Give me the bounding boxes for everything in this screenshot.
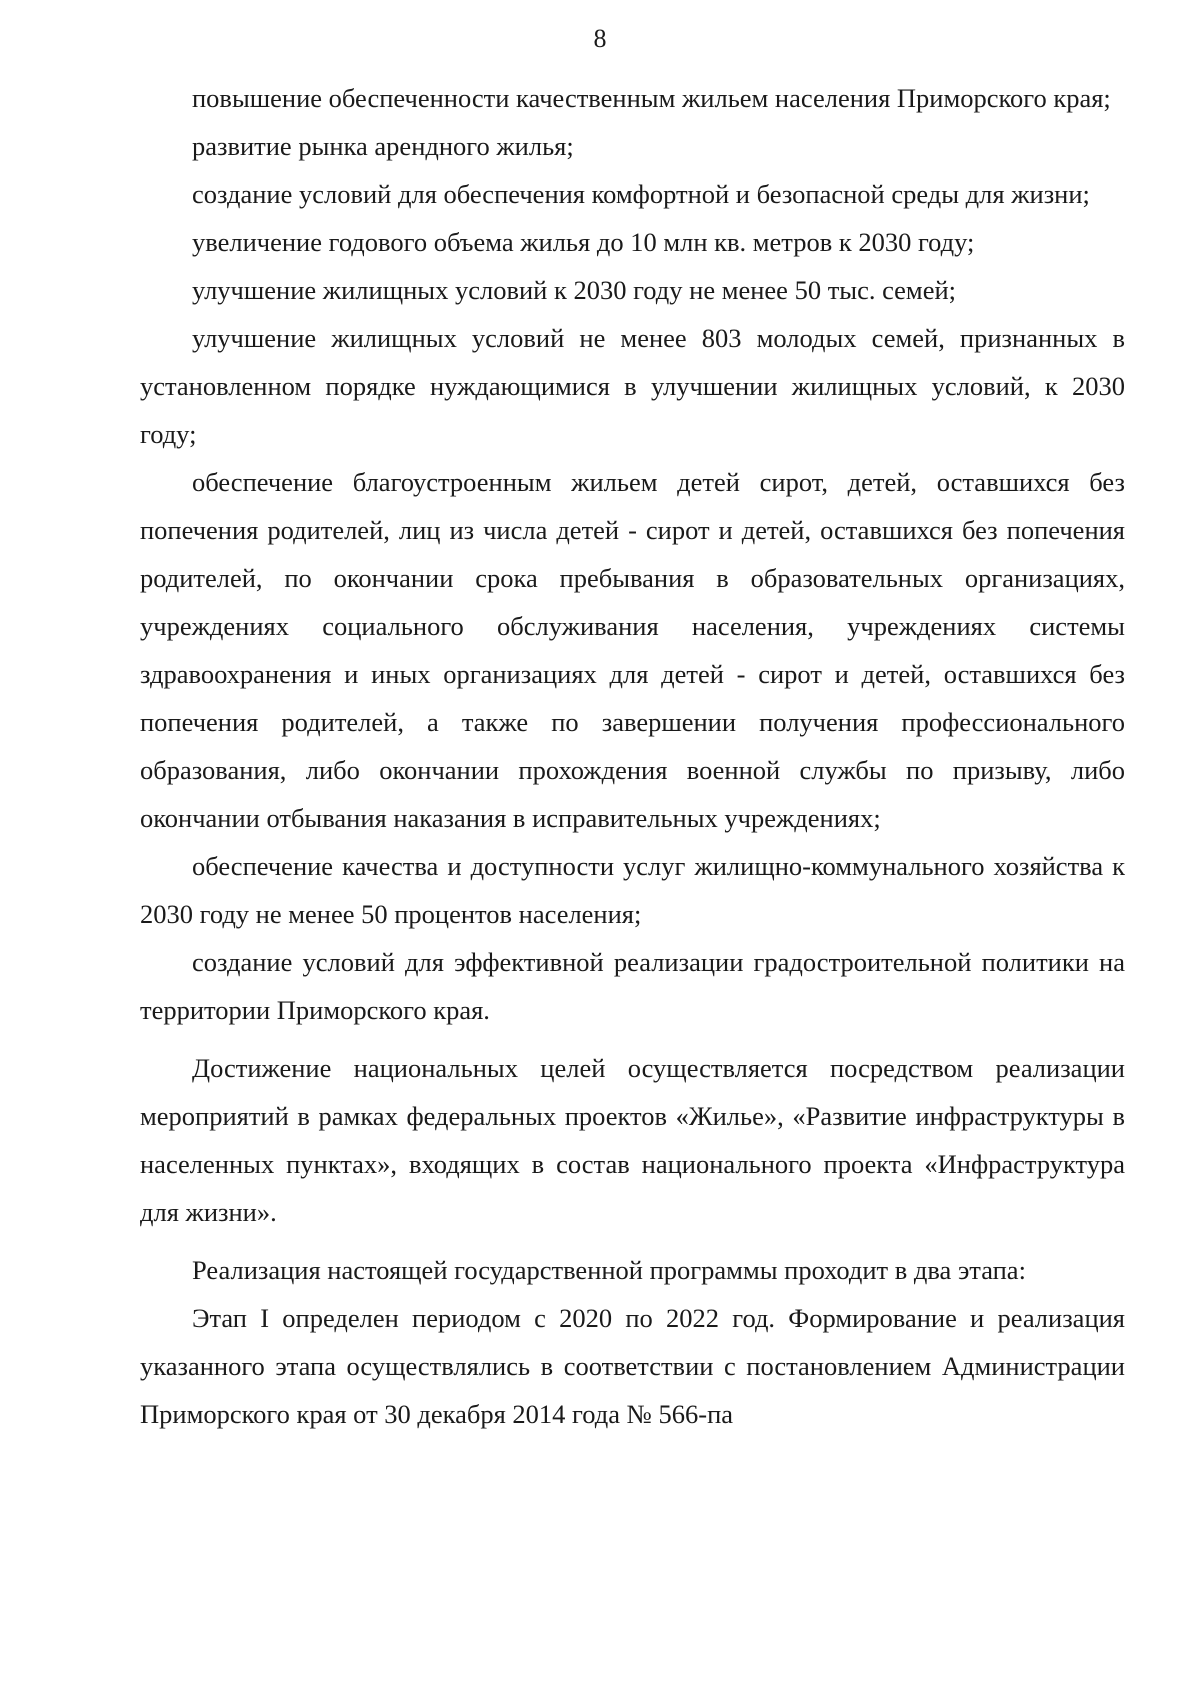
paragraph: Реализация настоящей государственной программы проходит в два этапа: [192,1255,1026,1285]
paragraph: увеличение годового объема жилья до 10 млн кв. метров к 2030 году; [192,227,975,257]
paragraph: создание условий для эффективной реализации градостроительной политики на территории Приморского края. [140,947,1125,1025]
paragraph: развитие рынка арендного жилья; [192,131,574,161]
paragraph: улучшение жилищных условий к 2030 году не менее 50 тыс. семей; [192,275,957,305]
document-body [140,74,1125,1438]
paragraph: Этап I определен периодом с 2020 по 2022 год. Формирование и реализация указанного этапа осуществлялись в соответствии с постановлением Администрации Приморского края от 30 декабря 2014 года № 566-па [140,1303,1125,1429]
paragraph: создание условий для обеспечения комфортной и безопасной среды для жизни; [192,179,1090,209]
page-number: 8 [593,24,607,53]
paragraph: повышение обеспеченности качественным жильем населения Приморского края; [192,83,1111,113]
paragraph: улучшение жилищных условий не менее 803 молодых семей, признанных в установленном порядке нуждающимися в улучшении жилищных условий, к 2030 году; [140,323,1125,449]
paragraph: обеспечение благоустроенным жильем детей сирот, детей, оставшихся без попечения родителей, лиц из числа детей - сирот и детей, оставшихся без попечения родителей, по окончании срока пребывания в образовательных организациях, учреждениях социального обслуживания населения, учреждениях системы здравоохранения и иных организациях для детей - сирот и детей, оставшихся без попечения родителей, а также по завершении получения профессионального образования, либо окончании прохождения военной службы по призыву, либо окончании отбывания наказания в исправительных учреждениях; [140,467,1125,833]
paragraph: Достижение национальных целей осуществляется посредством реализации мероприятий в рамках федеральных проектов «Жилье», «Развитие инфраструктуры в населенных пунктах», входящих в состав национального проекта «Инфраструктура для жизни». [140,1053,1125,1227]
paragraph: обеспечение качества и доступности услуг жилищно-коммунального хозяйства к 2030 году не менее 50 процентов населения; [140,851,1125,929]
